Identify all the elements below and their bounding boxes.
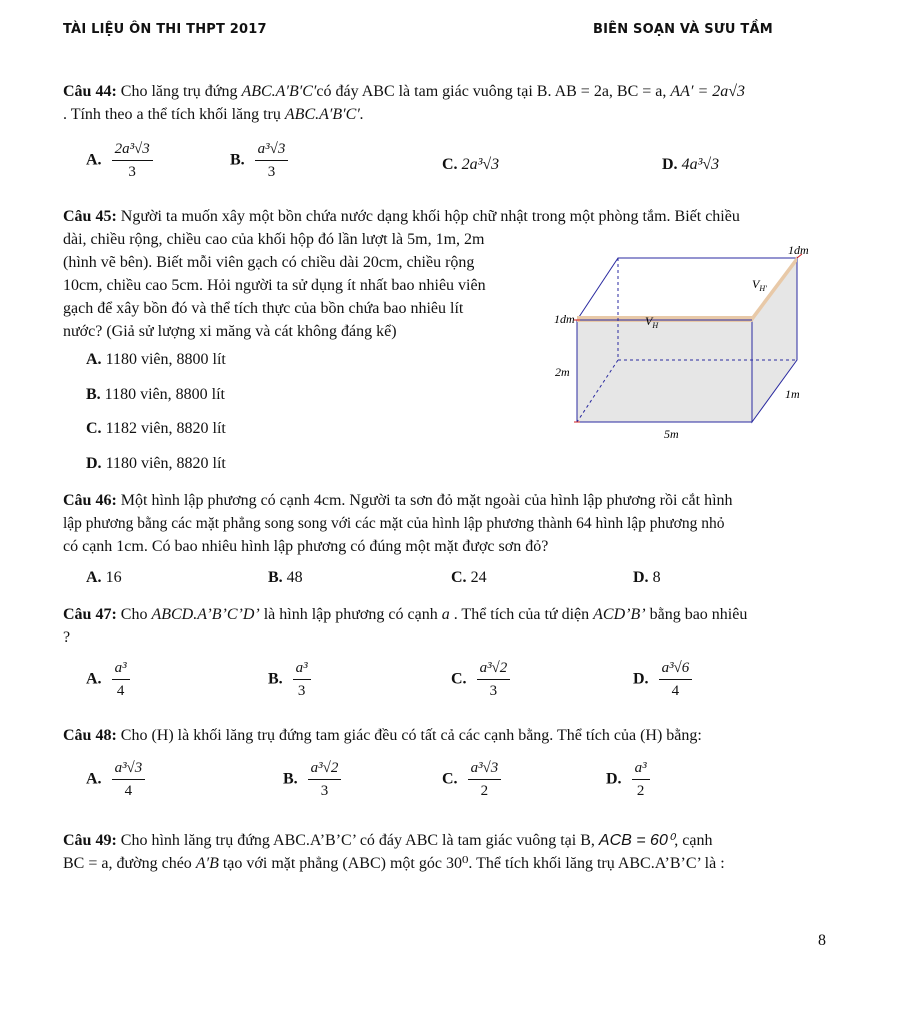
denominator: 4 <box>116 683 125 699</box>
option-value: 16 <box>105 569 122 586</box>
q47-text5: ? <box>63 629 71 646</box>
q46-option-b[interactable] <box>268 569 303 587</box>
numerator: a³√3 <box>468 760 502 780</box>
option-label: A. <box>86 670 102 688</box>
fraction <box>477 660 511 700</box>
fraction <box>112 141 153 181</box>
denominator: 3 <box>128 164 136 180</box>
q44-edge: AA′ = 2a√3 <box>670 83 746 100</box>
numerator: a³ <box>293 660 311 680</box>
q44-prism2: ABC.A′B′C′. <box>284 106 364 123</box>
q49-diagonal: A′B <box>195 855 219 872</box>
option-label: D. <box>86 455 102 472</box>
q48-option-b[interactable] <box>283 760 341 800</box>
option-label: D. <box>633 569 649 586</box>
question-44 <box>63 80 838 126</box>
option-label: D. <box>662 156 678 173</box>
numerator: a³√3 <box>255 141 289 161</box>
option-value: 1180 viên, 8820 lít <box>105 455 226 472</box>
q47-option-c[interactable] <box>451 660 510 700</box>
q44-label: Câu 44: <box>63 83 117 100</box>
denominator: 2 <box>480 783 489 799</box>
option-value: 2a³√3 <box>461 156 500 173</box>
q49-line2c: ’ là : <box>696 855 725 872</box>
v-side-sub: H' <box>759 284 767 293</box>
q44-option-b[interactable] <box>230 141 288 181</box>
question-45 <box>63 205 838 228</box>
numerator: 2a³√3 <box>112 141 153 161</box>
fraction <box>468 760 502 800</box>
header-right: BIÊN SOẠN VÀ SƯU TẦM <box>593 22 773 37</box>
q45-line3: (hình vẽ bên). Biết mỗi viên gạch có chiều dài 20cm, chiều rộng <box>63 254 475 271</box>
option-label: C. <box>442 770 458 788</box>
option-value: 1182 viên, 8820 lít <box>105 420 226 437</box>
q46-line2: lập phương bằng các mặt phẳng song song với các mặt của hình lập phương thành 64 hình lập phương nhỏ <box>63 515 725 532</box>
numerator: a³√3 <box>112 760 146 780</box>
q48-label: Câu 48: <box>63 727 117 744</box>
q47-text3: . Thể tích của tứ diện <box>453 606 590 623</box>
option-label: A. <box>86 569 102 586</box>
option-label: D. <box>633 670 649 688</box>
q46-label: Câu 46: <box>63 492 117 509</box>
q47-text1: Cho <box>120 606 148 623</box>
denominator: 3 <box>320 783 329 799</box>
q45-label: Câu 45: <box>63 208 117 225</box>
option-label: D. <box>606 770 622 788</box>
q48-text: Cho (H) là khối lăng trụ đứng tam giác đều có tất cả các cạnh bằng. Thể tích của (H) bằng: <box>120 727 702 744</box>
option-label: C. <box>451 569 467 586</box>
label-depth: 1m <box>785 387 800 401</box>
option-label: C. <box>451 670 467 688</box>
label-height: 2m <box>555 365 570 379</box>
q47-label: Câu 47: <box>63 606 117 623</box>
q44-option-d[interactable] <box>662 156 719 174</box>
q47-option-a[interactable] <box>86 660 130 700</box>
q47-edge: a <box>441 606 450 623</box>
q45-option-a[interactable] <box>86 351 226 369</box>
question-48 <box>63 724 838 747</box>
q48-option-a[interactable] <box>86 760 145 800</box>
label-top-dm: 1dm <box>788 243 809 257</box>
q46-option-c[interactable] <box>451 569 487 587</box>
wall-strip-front <box>577 316 752 322</box>
q45-line4: 10cm, chiều cao 5cm. Hỏi người ta sử dụng ít nhất bao nhiêu viên <box>63 277 486 294</box>
option-label: C. <box>442 156 458 173</box>
fraction <box>308 760 342 800</box>
q44-option-c[interactable] <box>442 156 499 174</box>
q47-text2: là hình lập phương có cạnh <box>263 606 438 623</box>
q47-tetra: ACD’B’ <box>593 606 646 623</box>
q49-line2b: tạo với mặt phẳng (ABC) một góc 30⁰. Thể tích khối lăng trụ ABC.A’B’C <box>222 855 697 872</box>
q45-line6: nước? (Giả sử lượng xi măng và cát không đáng kể) <box>63 323 397 340</box>
question-49 <box>63 829 838 875</box>
q45-line5: gạch để xây bồn đó và thể tích thực của bồn chứa bao nhiêu lít <box>63 300 464 317</box>
option-label: A. <box>86 351 102 368</box>
numerator: a³√6 <box>659 660 693 680</box>
q44-option-a[interactable] <box>86 141 153 181</box>
tank-diagram <box>552 240 822 450</box>
q48-option-d[interactable] <box>606 760 650 800</box>
q45-option-d[interactable] <box>86 455 226 473</box>
q49-line1b: ’ có đáy ABC là tam giác vuông tại B, <box>351 832 595 849</box>
option-label: B. <box>230 151 245 169</box>
q47-cube: ABCD.A’B’C’D’ <box>151 606 260 623</box>
q45-option-b[interactable] <box>86 386 225 404</box>
fraction <box>112 660 130 700</box>
q49-label: Câu 49: <box>63 832 117 849</box>
numerator: a³ <box>632 760 650 780</box>
question-47 <box>63 603 838 649</box>
numerator: a³ <box>112 660 130 680</box>
q45-line2: dài, chiều rộng, chiều cao của khối hộp đó lần lượt là 5m, 1m, 2m <box>63 231 485 248</box>
option-label: B. <box>268 670 283 688</box>
q49-line1a: Cho hình lăng trụ đứng ABC.A’B’C <box>120 832 352 849</box>
denominator: 3 <box>267 164 276 180</box>
fraction <box>112 760 146 800</box>
denominator: 4 <box>124 783 133 799</box>
option-value: 8 <box>652 569 661 586</box>
tank-front-face <box>577 320 752 422</box>
q46-line3: có cạnh 1cm. Có bao nhiêu hình lập phương có đúng một mặt được sơn đỏ? <box>63 538 549 555</box>
option-label: B. <box>268 569 283 586</box>
q45-line1: Người ta muốn xây một bồn chứa nước dạng khối hộp chữ nhật trong một phòng tắm. Biết chiều <box>120 208 740 225</box>
option-value: 24 <box>470 569 487 586</box>
water-tank-figure <box>552 240 822 455</box>
option-label: A. <box>86 151 102 169</box>
denominator: 3 <box>297 683 306 699</box>
q45-option-c[interactable] <box>86 420 226 438</box>
v-front-letter: V <box>645 314 653 328</box>
v-front-sub: H <box>652 321 659 330</box>
fraction <box>255 141 289 181</box>
v-side-letter: V <box>752 277 760 291</box>
q44-text1: Cho lăng trụ đứng <box>120 83 238 100</box>
numerator: a³√2 <box>477 660 511 680</box>
option-label: B. <box>283 770 298 788</box>
q48-option-c[interactable] <box>442 760 501 800</box>
option-value: 1180 viên, 8800 lít <box>104 386 225 403</box>
fraction <box>293 660 311 700</box>
q47-option-d[interactable] <box>633 660 692 700</box>
denominator: 4 <box>671 683 680 699</box>
q49-line1c: , cạnh <box>674 832 713 849</box>
q46-option-a[interactable] <box>86 569 122 587</box>
fraction <box>632 760 650 800</box>
denominator: 3 <box>489 683 498 699</box>
q44-prism: ABC.A′B′C′ <box>241 83 317 100</box>
label-length: 5m <box>664 427 679 441</box>
header-left: TÀI LIỆU ÔN THI THPT 2017 <box>63 22 267 37</box>
option-label: A. <box>86 770 102 788</box>
q49-angle: ACB = 60⁰ <box>598 832 675 849</box>
option-value: 1180 viên, 8800 lít <box>105 351 226 368</box>
page-number: 8 <box>818 932 826 949</box>
q44-text3: . Tính theo a thể tích khối lăng trụ <box>63 106 281 123</box>
label-left-dm: 1dm <box>554 312 575 326</box>
q46-option-d[interactable] <box>633 569 661 587</box>
denominator: 2 <box>636 783 645 799</box>
q49-line2a: BC = a, đường chéo <box>63 855 192 872</box>
q46-line1: Một hình lập phương có cạnh 4cm. Người ta sơn đỏ mặt ngoài của hình lập phương rồi cắt hình <box>120 492 733 509</box>
option-label: B. <box>86 386 101 403</box>
fraction <box>659 660 693 700</box>
option-value: 48 <box>286 569 303 586</box>
q47-option-b[interactable] <box>268 660 311 700</box>
q44-text2: có đáy ABC là tam giác vuông tại B. AB = 2a, BC = a, <box>316 83 667 100</box>
question-46 <box>63 489 838 512</box>
option-label: C. <box>86 420 102 437</box>
q47-text4: bằng bao nhiêu <box>649 606 748 623</box>
option-value: 4a³√3 <box>681 156 720 173</box>
numerator: a³√2 <box>308 760 342 780</box>
